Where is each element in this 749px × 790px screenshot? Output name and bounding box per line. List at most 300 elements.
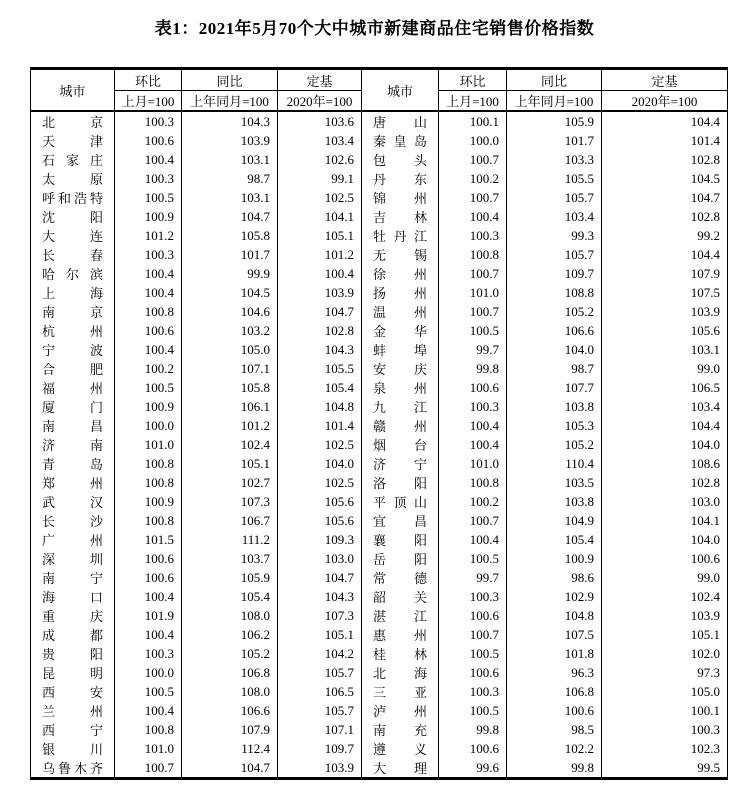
fixed-value-right: 103.9 <box>602 302 728 321</box>
table-row <box>31 492 728 511</box>
mom-value-right: 100.6 <box>439 663 507 682</box>
city-name: 成 都 <box>42 628 103 643</box>
fixed-value-left: 103.6 <box>278 111 362 131</box>
fixed-value-left: 105.6 <box>278 511 362 530</box>
yoy-value-right: 105.3 <box>507 416 602 435</box>
fixed-value-right: 104.4 <box>602 416 728 435</box>
city-cell-left <box>31 663 115 682</box>
city-cell-left <box>31 587 115 606</box>
city-name: 银 川 <box>42 742 103 757</box>
mom-value-right: 100.3 <box>439 226 507 245</box>
table-row <box>31 454 728 473</box>
city-name: 三 亚 <box>373 685 427 700</box>
city-name: 洛 阳 <box>373 476 427 491</box>
fixed-value-right: 102.8 <box>602 473 728 492</box>
city-name: 北 海 <box>373 666 427 681</box>
table-row <box>31 264 728 283</box>
city-name: 岳 阳 <box>373 552 427 567</box>
header-fixed-base-right: 2020年=100 <box>602 91 728 112</box>
city-cell-left <box>31 625 115 644</box>
yoy-value-left: 105.2 <box>182 644 278 663</box>
header-yoy-left: 同比 <box>182 69 278 91</box>
city-cell-left <box>31 568 115 587</box>
city-cell-right <box>362 758 439 779</box>
yoy-value-right: 100.9 <box>507 549 602 568</box>
fixed-value-left: 104.3 <box>278 340 362 359</box>
table-row <box>31 720 728 739</box>
fixed-value-right: 101.4 <box>602 131 728 150</box>
yoy-value-left: 105.4 <box>182 587 278 606</box>
mom-value-left: 100.3 <box>115 169 182 188</box>
city-cell-left <box>31 264 115 283</box>
table-row <box>31 435 728 454</box>
city-name: 昆 明 <box>42 666 103 681</box>
city-name: 泸 州 <box>373 704 427 719</box>
city-cell-left <box>31 682 115 701</box>
city-name: 上 海 <box>42 286 103 301</box>
mom-value-left: 100.5 <box>115 378 182 397</box>
city-cell-left <box>31 111 115 131</box>
table-row <box>31 150 728 169</box>
header-city-right: 城市 <box>362 69 439 112</box>
fixed-value-right: 102.0 <box>602 644 728 663</box>
fixed-value-left: 103.4 <box>278 131 362 150</box>
city-name: 西 宁 <box>42 723 103 738</box>
table-row <box>31 302 728 321</box>
table-row <box>31 283 728 302</box>
table-row <box>31 169 728 188</box>
city-name: 秦 皇 岛 <box>373 134 427 149</box>
city-cell-right <box>362 378 439 397</box>
mom-value-right: 99.7 <box>439 340 507 359</box>
fixed-value-left: 105.1 <box>278 625 362 644</box>
city-cell-right <box>362 302 439 321</box>
fixed-value-right: 104.4 <box>602 245 728 264</box>
mom-value-left: 100.6 <box>115 321 182 340</box>
city-cell-left <box>31 549 115 568</box>
header-mom-left: 环比 <box>115 69 182 91</box>
yoy-value-right: 103.4 <box>507 207 602 226</box>
yoy-value-right: 104.8 <box>507 606 602 625</box>
city-cell-left <box>31 302 115 321</box>
city-name: 蚌 埠 <box>373 343 427 358</box>
fixed-value-right: 102.8 <box>602 207 728 226</box>
yoy-value-left: 101.2 <box>182 416 278 435</box>
mom-value-right: 99.8 <box>439 359 507 378</box>
city-name: 襄 阳 <box>373 533 427 548</box>
header-fixed-base-left: 2020年=100 <box>278 91 362 112</box>
mom-value-left: 100.5 <box>115 682 182 701</box>
city-name: 桂 林 <box>373 647 427 662</box>
city-cell-right <box>362 321 439 340</box>
yoy-value-right: 105.5 <box>507 169 602 188</box>
city-name: 徐 州 <box>373 267 427 282</box>
table-row <box>31 473 728 492</box>
mom-value-left: 100.2 <box>115 359 182 378</box>
mom-value-left: 100.9 <box>115 397 182 416</box>
mom-value-right: 100.2 <box>439 492 507 511</box>
yoy-value-left: 107.9 <box>182 720 278 739</box>
mom-value-right: 100.7 <box>439 511 507 530</box>
yoy-value-left: 102.7 <box>182 473 278 492</box>
yoy-value-left: 103.7 <box>182 549 278 568</box>
fixed-value-right: 104.7 <box>602 188 728 207</box>
city-name: 西 安 <box>42 685 103 700</box>
city-name: 泉 州 <box>373 381 427 396</box>
city-name: 南 充 <box>373 723 427 738</box>
fixed-value-right: 105.6 <box>602 321 728 340</box>
fixed-value-right: 104.1 <box>602 511 728 530</box>
city-name: 长 沙 <box>42 514 103 529</box>
yoy-value-left: 104.7 <box>182 758 278 779</box>
mom-value-right: 100.5 <box>439 701 507 720</box>
mom-value-left: 101.9 <box>115 606 182 625</box>
city-name: 南 昌 <box>42 419 103 434</box>
city-cell-left <box>31 340 115 359</box>
fixed-value-left: 104.7 <box>278 568 362 587</box>
yoy-value-left: 112.4 <box>182 739 278 758</box>
yoy-value-left: 101.7 <box>182 245 278 264</box>
yoy-value-left: 111.2 <box>182 530 278 549</box>
mom-value-left: 100.5 <box>115 188 182 207</box>
city-cell-left <box>31 207 115 226</box>
city-name: 郑 州 <box>42 476 103 491</box>
city-cell-right <box>362 150 439 169</box>
city-cell-left <box>31 492 115 511</box>
fixed-value-left: 109.3 <box>278 530 362 549</box>
city-cell-right <box>362 701 439 720</box>
yoy-value-right: 100.6 <box>507 701 602 720</box>
mom-value-left: 100.6 <box>115 549 182 568</box>
yoy-value-left: 105.1 <box>182 454 278 473</box>
yoy-value-left: 103.9 <box>182 131 278 150</box>
city-cell-right <box>362 226 439 245</box>
city-name: 赣 州 <box>373 419 427 434</box>
fixed-value-left: 102.8 <box>278 321 362 340</box>
city-cell-right <box>362 435 439 454</box>
city-cell-right <box>362 397 439 416</box>
page-title: 表1：2021年5月70个大中城市新建商品住宅销售价格指数 <box>154 19 595 38</box>
fixed-value-left: 102.5 <box>278 435 362 454</box>
yoy-value-right: 104.0 <box>507 340 602 359</box>
table-row <box>31 682 728 701</box>
price-index-table <box>30 67 728 780</box>
city-cell-right <box>362 131 439 150</box>
yoy-value-left: 108.0 <box>182 682 278 701</box>
city-name: 南 京 <box>42 305 103 320</box>
city-name: 九 江 <box>373 400 427 415</box>
yoy-value-left: 106.1 <box>182 397 278 416</box>
mom-value-left: 100.8 <box>115 454 182 473</box>
fixed-value-left: 102.5 <box>278 188 362 207</box>
mom-value-right: 100.5 <box>439 644 507 663</box>
mom-value-right: 100.7 <box>439 188 507 207</box>
yoy-value-left: 108.0 <box>182 606 278 625</box>
mom-value-left: 101.0 <box>115 739 182 758</box>
mom-value-left: 100.3 <box>115 111 182 131</box>
header-mom-right: 环比 <box>439 69 507 91</box>
yoy-value-left: 106.6 <box>182 701 278 720</box>
city-name: 天 津 <box>42 134 103 149</box>
table-row <box>31 530 728 549</box>
city-name: 贵 阳 <box>42 647 103 662</box>
city-cell-left <box>31 131 115 150</box>
mom-value-right: 100.4 <box>439 530 507 549</box>
city-cell-left <box>31 245 115 264</box>
city-cell-right <box>362 625 439 644</box>
fixed-value-right: 100.1 <box>602 701 728 720</box>
fixed-value-left: 109.7 <box>278 739 362 758</box>
fixed-value-left: 103.9 <box>278 758 362 779</box>
city-cell-left <box>31 435 115 454</box>
table-header <box>31 69 728 112</box>
mom-value-left: 100.8 <box>115 720 182 739</box>
city-cell-right <box>362 473 439 492</box>
city-name: 烟 台 <box>373 438 427 453</box>
city-cell-left <box>31 701 115 720</box>
city-name: 武 汉 <box>42 495 103 510</box>
city-name: 北 京 <box>42 115 103 130</box>
city-name: 扬 州 <box>373 286 427 301</box>
mom-value-left: 100.4 <box>115 701 182 720</box>
mom-value-right: 99.7 <box>439 568 507 587</box>
fixed-value-right: 103.0 <box>602 492 728 511</box>
city-name: 厦 门 <box>42 400 103 415</box>
fixed-value-right: 104.4 <box>602 111 728 131</box>
yoy-value-left: 106.2 <box>182 625 278 644</box>
yoy-value-right: 105.9 <box>507 111 602 131</box>
fixed-value-right: 107.5 <box>602 283 728 302</box>
city-name: 安 庆 <box>373 362 427 377</box>
header-fixed-left: 定基 <box>278 69 362 91</box>
city-name: 长 春 <box>42 248 103 263</box>
city-name: 南 宁 <box>42 571 103 586</box>
city-cell-right <box>362 644 439 663</box>
mom-value-right: 101.0 <box>439 283 507 302</box>
yoy-value-right: 96.3 <box>507 663 602 682</box>
table-row <box>31 321 728 340</box>
mom-value-left: 100.4 <box>115 264 182 283</box>
yoy-value-right: 109.7 <box>507 264 602 283</box>
city-name: 重 庆 <box>42 609 103 624</box>
city-cell-right <box>362 492 439 511</box>
city-cell-left <box>31 321 115 340</box>
mom-value-left: 100.7 <box>115 758 182 779</box>
mom-value-right: 100.4 <box>439 207 507 226</box>
city-name: 惠 州 <box>373 628 427 643</box>
header-yoy-base-left: 上年同月=100 <box>182 91 278 112</box>
mom-value-left: 100.8 <box>115 302 182 321</box>
fixed-value-right: 105.0 <box>602 682 728 701</box>
city-name: 太 原 <box>42 172 103 187</box>
city-cell-left <box>31 511 115 530</box>
fixed-value-right: 106.5 <box>602 378 728 397</box>
city-cell-right <box>362 568 439 587</box>
mom-value-right: 100.8 <box>439 473 507 492</box>
fixed-value-right: 107.9 <box>602 264 728 283</box>
city-cell-right <box>362 682 439 701</box>
fixed-value-left: 104.7 <box>278 302 362 321</box>
mom-value-left: 100.9 <box>115 492 182 511</box>
yoy-value-left: 107.1 <box>182 359 278 378</box>
mom-value-right: 100.7 <box>439 625 507 644</box>
header-mom-base-right: 上月=100 <box>439 91 507 112</box>
city-name: 兰 州 <box>42 704 103 719</box>
city-name: 丹 东 <box>373 172 427 187</box>
fixed-value-left: 105.4 <box>278 378 362 397</box>
fixed-value-right: 100.6 <box>602 549 728 568</box>
table-row <box>31 359 728 378</box>
yoy-value-right: 99.3 <box>507 226 602 245</box>
city-name: 福 州 <box>42 381 103 396</box>
city-name: 宁 波 <box>42 343 103 358</box>
yoy-value-right: 102.2 <box>507 739 602 758</box>
fixed-value-left: 106.5 <box>278 682 362 701</box>
city-cell-left <box>31 416 115 435</box>
city-name: 平 顶 山 <box>373 495 427 510</box>
city-name: 宜 昌 <box>373 514 427 529</box>
city-name: 石 家 庄 <box>42 153 103 168</box>
yoy-value-right: 103.8 <box>507 492 602 511</box>
yoy-value-right: 105.4 <box>507 530 602 549</box>
yoy-value-left: 99.9 <box>182 264 278 283</box>
city-name: 呼 和 浩 特 <box>42 191 103 206</box>
city-cell-right <box>362 169 439 188</box>
table-row <box>31 511 728 530</box>
yoy-value-left: 105.0 <box>182 340 278 359</box>
table-row <box>31 416 728 435</box>
city-cell-right <box>362 359 439 378</box>
city-name: 锦 州 <box>373 191 427 206</box>
yoy-value-left: 105.8 <box>182 226 278 245</box>
fixed-value-left: 104.1 <box>278 207 362 226</box>
city-cell-left <box>31 283 115 302</box>
city-cell-left <box>31 606 115 625</box>
city-cell-left <box>31 359 115 378</box>
yoy-value-right: 107.7 <box>507 378 602 397</box>
yoy-value-left: 98.7 <box>182 169 278 188</box>
table-row <box>31 207 728 226</box>
fixed-value-right: 104.0 <box>602 435 728 454</box>
fixed-value-left: 105.5 <box>278 359 362 378</box>
mom-value-left: 100.6 <box>115 568 182 587</box>
fixed-value-right: 108.6 <box>602 454 728 473</box>
yoy-value-right: 105.2 <box>507 302 602 321</box>
city-cell-right <box>362 739 439 758</box>
city-name: 济 南 <box>42 438 103 453</box>
mom-value-left: 100.4 <box>115 150 182 169</box>
table-row <box>31 245 728 264</box>
yoy-value-right: 99.8 <box>507 758 602 779</box>
city-name: 牡 丹 江 <box>373 229 427 244</box>
fixed-value-right: 99.0 <box>602 568 728 587</box>
mom-value-right: 100.4 <box>439 435 507 454</box>
mom-value-left: 101.0 <box>115 435 182 454</box>
yoy-value-right: 107.5 <box>507 625 602 644</box>
mom-value-right: 100.3 <box>439 397 507 416</box>
fixed-value-right: 102.4 <box>602 587 728 606</box>
mom-value-left: 100.8 <box>115 473 182 492</box>
fixed-value-left: 104.3 <box>278 587 362 606</box>
yoy-value-right: 108.8 <box>507 283 602 302</box>
table-row <box>31 701 728 720</box>
yoy-value-right: 101.7 <box>507 131 602 150</box>
fixed-value-left: 107.1 <box>278 720 362 739</box>
city-cell-right <box>362 340 439 359</box>
yoy-value-left: 105.9 <box>182 568 278 587</box>
mom-value-right: 99.8 <box>439 720 507 739</box>
yoy-value-right: 105.2 <box>507 435 602 454</box>
fixed-value-right: 103.9 <box>602 606 728 625</box>
city-cell-left <box>31 226 115 245</box>
yoy-value-right: 103.3 <box>507 150 602 169</box>
table-row <box>31 397 728 416</box>
table-body <box>31 111 728 779</box>
header-yoy-base-right: 上年同月=100 <box>507 91 602 112</box>
city-cell-right <box>362 606 439 625</box>
city-cell-right <box>362 283 439 302</box>
fixed-value-right: 104.0 <box>602 530 728 549</box>
fixed-value-right: 103.1 <box>602 340 728 359</box>
city-name: 杭 州 <box>42 324 103 339</box>
yoy-value-right: 103.5 <box>507 473 602 492</box>
yoy-value-left: 105.8 <box>182 378 278 397</box>
yoy-value-right: 105.7 <box>507 188 602 207</box>
city-name: 包 头 <box>373 153 427 168</box>
city-name: 海 口 <box>42 590 103 605</box>
city-cell-right <box>362 111 439 131</box>
mom-value-left: 101.2 <box>115 226 182 245</box>
table-row <box>31 131 728 150</box>
yoy-value-left: 104.6 <box>182 302 278 321</box>
table-row <box>31 111 728 131</box>
yoy-value-left: 103.1 <box>182 150 278 169</box>
city-cell-left <box>31 739 115 758</box>
mom-value-left: 100.3 <box>115 644 182 663</box>
header-yoy-right: 同比 <box>507 69 602 91</box>
city-cell-right <box>362 587 439 606</box>
fixed-value-right: 104.5 <box>602 169 728 188</box>
yoy-value-left: 107.3 <box>182 492 278 511</box>
city-cell-left <box>31 758 115 779</box>
mom-value-left: 101.5 <box>115 530 182 549</box>
fixed-value-left: 101.4 <box>278 416 362 435</box>
yoy-value-right: 110.4 <box>507 454 602 473</box>
city-name: 大 连 <box>42 229 103 244</box>
yoy-value-right: 103.8 <box>507 397 602 416</box>
fixed-value-left: 105.6 <box>278 492 362 511</box>
city-name: 济 宁 <box>373 457 427 472</box>
city-name: 广 州 <box>42 533 103 548</box>
mom-value-left: 100.4 <box>115 587 182 606</box>
yoy-value-left: 104.3 <box>182 111 278 131</box>
fixed-value-left: 99.1 <box>278 169 362 188</box>
city-name: 深 圳 <box>42 552 103 567</box>
city-cell-right <box>362 454 439 473</box>
table-row <box>31 587 728 606</box>
city-cell-left <box>31 473 115 492</box>
city-name: 金 华 <box>373 324 427 339</box>
city-name: 青 岛 <box>42 457 103 472</box>
mom-value-right: 100.7 <box>439 302 507 321</box>
yoy-value-right: 104.9 <box>507 511 602 530</box>
mom-value-right: 100.7 <box>439 264 507 283</box>
yoy-value-right: 101.8 <box>507 644 602 663</box>
city-cell-left <box>31 530 115 549</box>
city-cell-right <box>362 511 439 530</box>
fixed-value-right: 102.8 <box>602 150 728 169</box>
mom-value-right: 100.1 <box>439 111 507 131</box>
